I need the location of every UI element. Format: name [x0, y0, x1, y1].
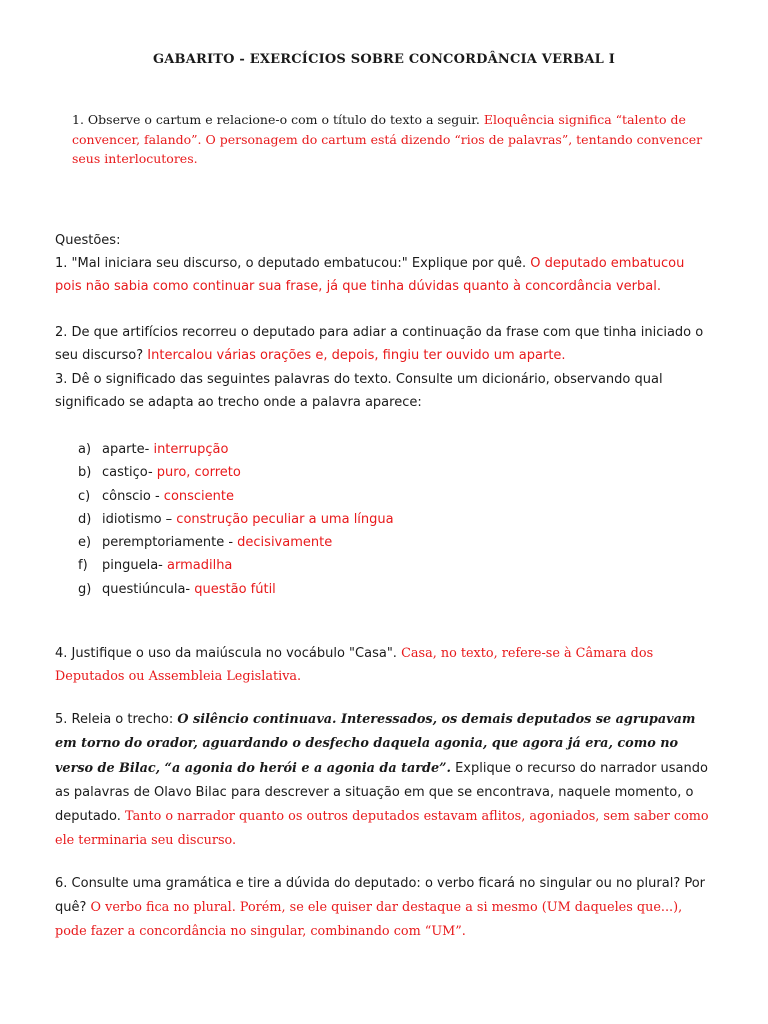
question-text: 1. Observe o cartum e relacione-o com o título do texto a seguir.: [72, 112, 484, 127]
list-item: [78, 508, 394, 531]
list-marker: f): [78, 558, 88, 574]
answer-text: Tanto o narrador quanto os outros deputados estavam aflitos, agoniados, sem saber como ele terminaria seu discurso.: [55, 809, 709, 849]
question-item-2: [55, 321, 715, 368]
list-marker: e): [78, 535, 92, 551]
question-text: 3. Dê o significado das seguintes palavras do texto. Consulte um dicionário, observando qual significado se adapta ao trecho onde a palavra aparece:: [55, 372, 663, 411]
question-item-3: [55, 368, 715, 415]
question-5: [55, 708, 715, 854]
list-item: [78, 461, 394, 484]
vocab-word: aparte-: [102, 442, 154, 457]
list-marker: g): [78, 581, 92, 597]
vocab-word: questiúncula-: [102, 581, 195, 597]
vocab-word: castiço-: [102, 465, 157, 481]
question-1-intro: [72, 110, 712, 169]
question-text: 2. De que artifícios recorreu o deputado para adiar a continuação da frase com que tinha iniciado o seu discurso?: [55, 325, 704, 364]
question-text: 4. Justifique o uso da maiúscula no vocábulo "Casa".: [55, 646, 402, 661]
answer-text: consciente: [163, 488, 235, 504]
answer-text: questão fútil: [194, 581, 276, 597]
vocab-word: idiotismo –: [102, 511, 177, 527]
list-item: [78, 578, 394, 601]
page-title: GABARITO - EXERCÍCIOS SOBRE CONCORDÂNCIA VERBAL I: [152, 52, 616, 67]
vocab-list: [78, 438, 394, 601]
vocab-word: pinguela-: [102, 558, 167, 574]
question-text: 6. Consulte uma gramática e tire a dúvida do deputado: o verbo ficará no singular ou no plural? Por quê?: [55, 876, 706, 915]
questions-heading: Questões:: [55, 233, 121, 248]
question-item-1: [55, 252, 715, 299]
question-4: [55, 642, 715, 689]
quoted-passage: O silêncio continuava. Interessados, os demais deputados se agrupavam em torno do orador, aguardando o desfecho daquela agonia, que agora já era, como no verso de Bilac, “a agonia do herói e a agonia da tarde”.: [55, 712, 696, 776]
list-item: [78, 485, 394, 508]
answer-text: interrupção: [153, 442, 229, 457]
list-marker: c): [78, 488, 91, 504]
answer-text: armadilha: [167, 558, 233, 574]
list-item: [78, 438, 394, 461]
question-text: 1. "Mal iniciara seu discurso, o deputado embatucou:" Explique por quê.: [55, 256, 531, 271]
list-marker: b): [78, 465, 92, 481]
question-text: 5. Releia o trecho:: [55, 712, 178, 727]
answer-text: Intercalou várias orações e, depois, fingiu ter ouvido um aparte.: [147, 348, 566, 364]
answer-text: Eloquência significa “talento de convencer, falando”. O personagem do cartum está dizendo “rios de palavras”, tentando convencer seus interlocutores.: [72, 112, 703, 166]
list-marker: a): [78, 442, 92, 457]
answer-text: decisivamente: [237, 535, 333, 551]
answer-text: construção peculiar a uma língua: [176, 511, 394, 527]
question-6: [55, 872, 715, 944]
answer-text: O deputado embatucou pois não sabia como continuar sua frase, já que tinha dúvidas quanto à concordância verbal.: [55, 256, 685, 295]
vocab-word: peremptoriamente -: [102, 535, 238, 551]
list-marker: d): [78, 511, 92, 527]
vocab-word: cônscio -: [102, 488, 164, 504]
answer-text: Casa, no texto, refere-se à Câmara dos Deputados ou Assembleia Legislativa.: [55, 646, 654, 685]
list-item: [78, 554, 394, 577]
answer-text: O verbo fica no plural. Porém, se ele quiser dar destaque a si mesmo (UM daqueles que...), pode fazer a concordância no singular, combinando com “UM”.: [55, 900, 683, 939]
question-text: Explique o recurso do narrador usando as palavras de Olavo Bilac para descrever a situação em que se encontrava, naquele momento, o deputado.: [55, 760, 708, 825]
list-item: [78, 531, 394, 554]
answer-text: puro, correto: [156, 465, 241, 481]
